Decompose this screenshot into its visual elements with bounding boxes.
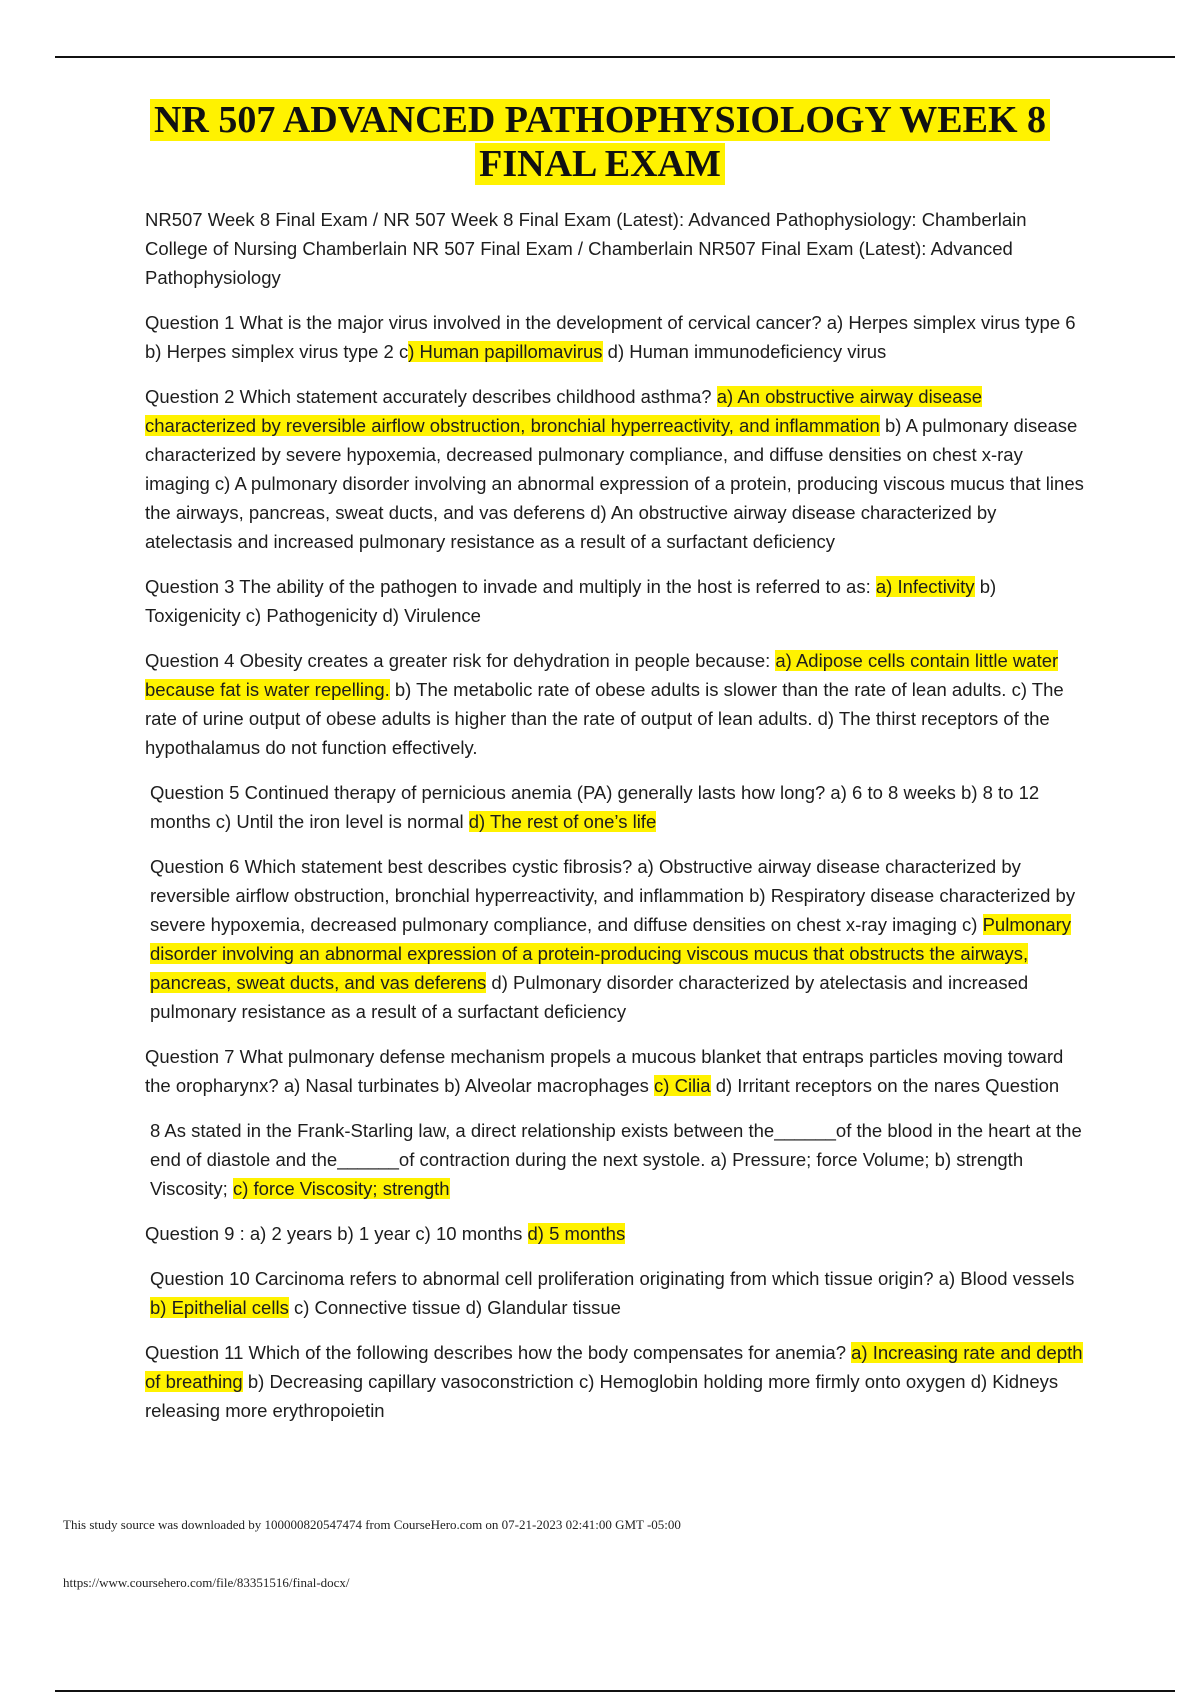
question-options: b) Toxigenicity c) Pathogenicity d) Virulence [145,576,997,626]
answer-highlight: c) force Viscosity; strength [232,1178,450,1199]
footer-rule [55,1690,1175,1692]
question-options: b) A pulmonary disease characterized by severe hypoxemia, decreased pulmonary compliance, and diffuse densities on chest x-ray imaging c) A pulmonary disorder involving an abnormal expression of a protein, producing viscous mucus that lines the airways, pancreas, sweat ducts, and vas deferens d) An obstructive airway disease characterized by atelectasis and increased pulmonary resistance as a result of a surfactant deficiency [145,415,1084,552]
question-options: c) Connective tissue d) Glandular tissue [288,1297,621,1318]
document-body [145,205,1085,1441]
question-3 [145,572,1085,630]
question-text: Question 4 Obesity creates a greater risk for dehydration in people because: [145,650,776,671]
question-text: Question 9 : a) 2 years b) 1 year c) 10 months [145,1223,528,1244]
question-text: Question 6 Which statement best describes cystic fibrosis? a) Obstructive airway disease characterized by reversible airflow obstruction, bronchial hyperreactivity, and inflammation b) Respiratory disease characterized by severe hypoxemia, decreased pulmonary compliance, and diffuse densities on chest x-ray imaging c) [150,856,1076,935]
answer-highlight: Pulmonary disorder involving an abnormal expression of a protein-producing viscous mucus that obstructs the airways, pancreas, sweat ducts, and vas deferens [150,914,1072,993]
question-5 [145,778,1085,836]
answer-highlight: c) Cilia [654,1075,711,1096]
question-text: Question 2 Which statement accurately describes childhood asthma? [145,386,717,407]
question-9 [145,1219,1085,1248]
question-10 [145,1264,1085,1322]
question-text: Question 10 Carcinoma refers to abnormal cell proliferation originating from which tissue origin? a) Blood vessels [150,1268,1075,1289]
question-options: d) Irritant receptors on the nares Question [710,1075,1060,1096]
answer-highlight: d) 5 months [527,1223,626,1244]
question-11 [145,1338,1085,1425]
question-2 [145,382,1085,556]
answer-highlight: ) Human papillomavirus [408,341,603,362]
question-options: b) The metabolic rate of obese adults is slower than the rate of lean adults. c) The rate of urine output of obese adults is higher than the rate of output of lean adults. d) The thirst receptors of the hypothalamus do not function effectively. [145,679,1064,758]
answer-highlight: a) An obstructive airway disease characterized by reversible airflow obstruction, bronchial hyperreactivity, and inflammation [145,386,983,436]
answer-highlight: a) Adipose cells contain little water because fat is water repelling. [145,650,1059,700]
title-line-2: FINAL EXAM [475,143,725,185]
answer-highlight: a) Infectivity [875,576,975,597]
question-8 [145,1116,1085,1203]
question-text: Question 7 What pulmonary defense mechanism propels a mucous blanket that entraps particles moving toward the oropharynx? a) Nasal turbinates b) Alveolar macrophages [145,1046,1064,1096]
question-options: d) Human immunodeficiency virus [602,341,887,362]
question-7 [145,1042,1085,1100]
download-source-note: This study source was downloaded by 100000820547474 from CourseHero.com on 07-21-2023 02:41:00 GMT -05:00 [63,1517,681,1532]
source-url: https://www.coursehero.com/file/83351516/final-docx/ [63,1575,350,1590]
question-options: b) Decreasing capillary vasoconstriction c) Hemoglobin holding more firmly onto oxygen d) Kidneys releasing more erythropoietin [145,1371,1059,1421]
question-text: Question 11 Which of the following describes how the body compensates for anemia? [145,1342,852,1363]
question-text: Question 1 What is the major virus involved in the development of cervical cancer? a) Herpes simplex virus type 6 b) Herpes simplex virus type 2 c [145,312,1076,362]
question-6 [145,852,1085,1026]
answer-highlight: a) Increasing rate and depth of breathing [145,1342,1083,1392]
intro-paragraph: NR507 Week 8 Final Exam / NR 507 Week 8 Final Exam (Latest): Advanced Pathophysiology: Chamberlain College of Nursing Chamberlain NR 507 Final Exam / Chamberlain NR507 Final Exam (Latest): Advanced Pathophysiology [145,209,1027,288]
question-4 [145,646,1085,762]
answer-highlight: d) The rest of one’s life [468,811,657,832]
question-1 [145,308,1085,366]
document-title [0,98,1200,186]
question-options: d) Pulmonary disorder characterized by atelectasis and increased pulmonary resistance as a result of a surfactant deficiency [150,972,1029,1022]
question-text: Question 5 Continued therapy of pernicious anemia (PA) generally lasts how long? a) 6 to 8 weeks b) 8 to 12 months c) Until the iron level is normal [150,782,1040,832]
title-line-1: NR 507 ADVANCED PATHOPHYSIOLOGY WEEK 8 [150,99,1050,141]
answer-highlight: b) Epithelial cells [150,1297,289,1318]
question-text: Question 3 The ability of the pathogen to invade and multiply in the host is referred to as: [145,576,876,597]
question-text: 8 As stated in the Frank-Starling law, a direct relationship exists between the______of the blood in the heart at the end of diastole and the______of contraction during the next systole. a) Pressure; force Volume; b) strength Viscosity; [150,1120,1082,1199]
header-rule [55,56,1175,58]
